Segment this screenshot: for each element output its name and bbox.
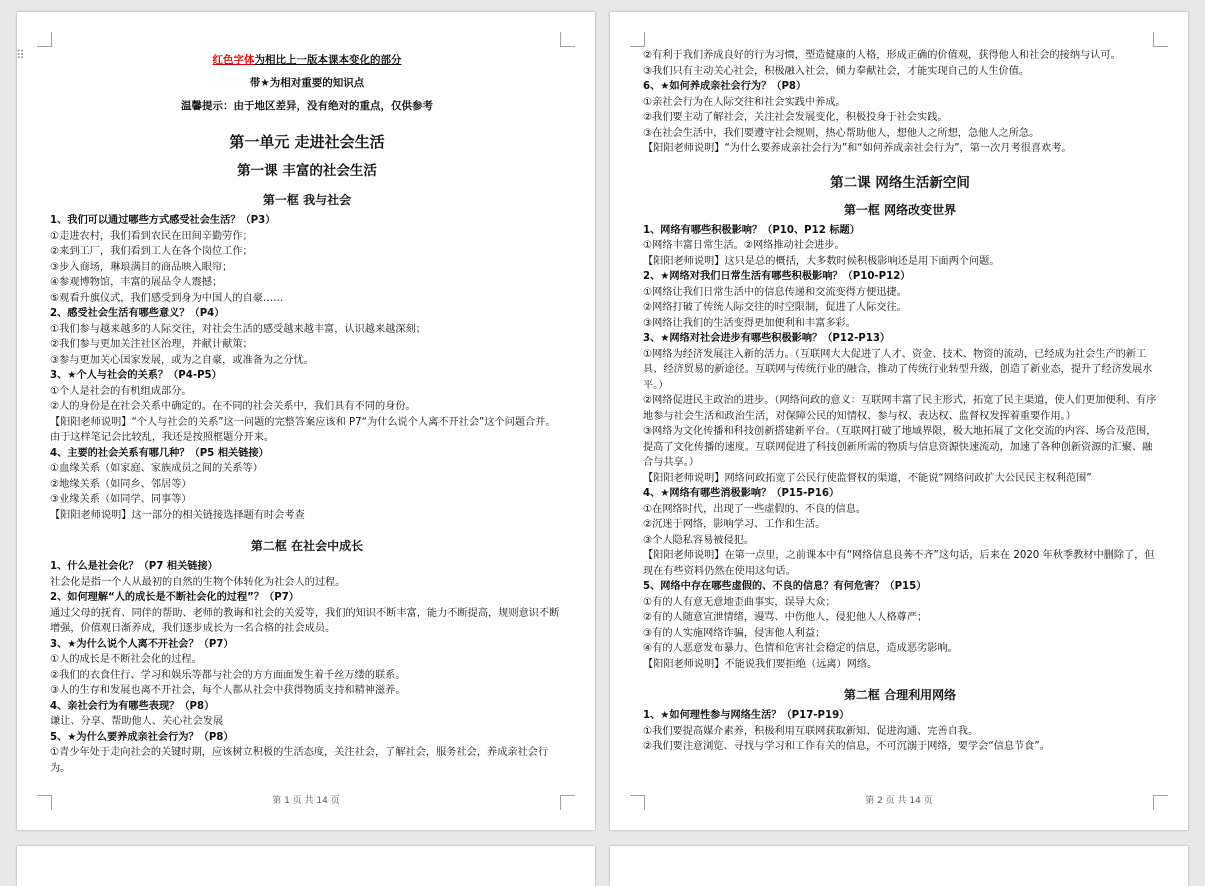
section-title: 第二框 合理利用网络 bbox=[843, 688, 957, 702]
notice-line-3: 温馨提示：由于地区差异，没有绝对的重点，仅供参考 bbox=[181, 100, 433, 112]
text-line: ②人的身份是在社会关系中确定的。在不同的社会关系中，我们具有不同的身份。 bbox=[50, 401, 416, 412]
question-heading: 3、★网络对社会进步有哪些积极影响？（P12-P13） bbox=[643, 333, 891, 344]
text-line: ①在网络时代，出现了一些虚假的、不良的信息。 bbox=[643, 503, 867, 515]
text-line: ③业缘关系（如同学、同事等） bbox=[50, 494, 192, 505]
question-heading: 1、网络有哪些积极影响？（P10、P12 标题） bbox=[643, 224, 860, 236]
text-line: ①血缘关系（如家庭、家族成员之间的关系等） bbox=[50, 463, 263, 474]
section-body bbox=[643, 708, 1157, 755]
section-title: 第一框 我与社会 bbox=[262, 193, 352, 207]
text-line: ③有的人实施网络诈骗，侵害他人利益； bbox=[643, 627, 826, 639]
text-line: ③人的生存和发展也离不开社会，每个人都从社会中获得物质支持和精神滋养。 bbox=[50, 685, 406, 696]
text-line: 【阳阳老师说明】这一部分的相关链接选择题有时会考查 bbox=[50, 509, 305, 521]
text-line: ④参观博物馆，丰富的展品令人震撼； bbox=[50, 277, 223, 288]
text-line: ①个人是社会的有机组成部分。 bbox=[50, 385, 192, 397]
text-line: ①网络丰富日常生活。②网络推动社会进步。 bbox=[643, 240, 845, 251]
question-heading: 3、★为什么说个人离不开社会？（P7） bbox=[50, 638, 234, 650]
text-line: ③在社会生活中，我们要遵守社会规则，热心帮助他人，想他人之所想，急他人之所急。 bbox=[643, 127, 1040, 139]
text-line: ①网络为经济发展注入新的活力。（互联网大大促进了人才、资金、技术、物资的流动，已经成为社会生产的新工具、经济贸易的新途径。互联网与传统行业的融合，推动了传统行业转型升级，创造了新业态，提升了经济发展水平。） bbox=[643, 348, 1153, 391]
unit-title: 第一单元 走进社会生活 bbox=[229, 133, 385, 151]
text-line: 【阳阳老师说明】“为什么要养成亲社会行为”和“如何养成亲社会行为”，第一次月考很喜欢考。 bbox=[643, 143, 1072, 154]
text-line: 【阳阳老师说明】这只是总的概括，大多数时候积极影响还是用下面两个问题。 bbox=[643, 255, 1000, 267]
section-body bbox=[50, 559, 564, 776]
question-heading: 1、什么是社会化？（P7 相关链接） bbox=[50, 561, 218, 572]
text-line: ①亲社会行为在人际交往和社会实践中养成。 bbox=[643, 96, 846, 108]
text-line: 谦让、分享、帮助他人、关心社会发展 bbox=[50, 716, 224, 727]
notice-text: 为相比上一版本课本变化的部分 bbox=[254, 54, 402, 66]
text-line: ③个人隐私容易被侵犯。 bbox=[643, 534, 755, 546]
text-line: 通过父母的抚育、同伴的帮助、老师的教诲和社会的关爱等，我们的知识不断丰富，能力不断提高，规则意识不断增强，价值观日渐养成，我们逐步成长为一名合格的社会成员。 bbox=[50, 607, 560, 634]
drag-handle-icon[interactable]: ⠿ bbox=[16, 48, 26, 62]
document-page-3 bbox=[17, 846, 595, 886]
text-line: ②沉迷于网络，影响学习、工作和生活。 bbox=[643, 519, 826, 530]
text-line: ②我们要主动了解社会，关注社会发展变化，积极投身于社会实践。 bbox=[643, 112, 948, 123]
lesson-title: 第一课 丰富的社会生活 bbox=[237, 163, 377, 179]
text-line: ②有利于我们养成良好的行为习惯，塑造健康的人格，形成正确的价值观，获得他人和社会的接纳与认可。 bbox=[643, 50, 1121, 61]
question-heading: 3、★个人与社会的关系？（P4-P5） bbox=[50, 370, 222, 381]
page-1-content bbox=[50, 49, 564, 776]
text-line: ①我们参与越来越多的人际交往，对社会生活的感受越来越丰富，认识越来越深刻； bbox=[50, 323, 426, 335]
text-line: 【阳阳老师说明】在第一点里，之前课本中有“网络信息良莠不齐”这句话，后来在 2020 年秋季教材中删除了，但现在有些资料仍然在使用这句话。 bbox=[643, 550, 1155, 577]
question-heading: 1、我们可以通过哪些方式感受社会生活？（P3） bbox=[50, 215, 276, 226]
text-line: 【阳阳老师说明】“个人与社会的关系”这一问题的完整答案应该和 P7“为什么说个人离不开社会”这个问题合并。由于这样笔记会比较乱，我还是按照框题分开来。 bbox=[50, 416, 556, 443]
text-line: 社会化是指一个人从最初的自然的生物个体转化为社会人的过程。 bbox=[50, 576, 346, 588]
text-line: ①有的人有意无意地歪曲事实，误导大众； bbox=[643, 596, 836, 608]
red-text-label: 红色字体 bbox=[212, 54, 255, 66]
text-line: ③网络让我们的生活变得更加便利和丰富多彩。 bbox=[643, 317, 856, 329]
section-body bbox=[643, 223, 1157, 673]
crop-mark bbox=[560, 32, 575, 47]
question-heading: 1、★如何理性参与网络生活？（P17-P19） bbox=[643, 710, 850, 721]
document-page-4 bbox=[610, 846, 1188, 886]
text-line: ③我们只有主动关心社会，积极融入社会，倾力奉献社会，才能实现自己的人生价值。 bbox=[643, 65, 1030, 77]
text-line: ②我们要注意浏览、寻找与学习和工作有关的信息，不可沉溺于网络，要学会“信息节食”。 bbox=[643, 741, 1050, 752]
document-page-2 bbox=[610, 12, 1188, 830]
text-line: ①网络让我们日常生活中的信息传递和交流变得方便迅捷。 bbox=[643, 286, 907, 298]
question-heading: 2、★网络对我们日常生活有哪些积极影响？（P10-P12） bbox=[643, 271, 911, 282]
section-body bbox=[50, 213, 564, 523]
section-title: 第一框 网络改变世界 bbox=[843, 202, 957, 217]
question-heading: 5、网络中存在哪些虚假的、不良的信息？有何危害？（P15） bbox=[643, 581, 927, 592]
page-2-content bbox=[643, 48, 1157, 755]
text-line: ②有的人随意宣泄情绪，谩骂、中伤他人，侵犯他人人格尊严； bbox=[643, 612, 928, 623]
question-heading: 2、感受社会生活有哪些意义？（P4） bbox=[50, 308, 225, 319]
crop-mark bbox=[630, 32, 645, 47]
text-line: ①人的成长是不断社会化的过程。 bbox=[50, 654, 202, 665]
lesson-title: 第二课 网络生活新空间 bbox=[830, 174, 970, 191]
text-line: ①青少年处于走向社会的关键时期，应该树立积极的生活态度，关注社会，了解社会，服务社会，养成亲社会行为。 bbox=[50, 747, 549, 774]
crop-mark bbox=[37, 32, 52, 47]
text-line: ①走进农村，我们看到农民在田间辛勤劳作； bbox=[50, 230, 253, 242]
notice-line-1 bbox=[50, 51, 564, 69]
text-line: ②我们的衣食住行、学习和娱乐等都与社会的方方面面发生着千丝万缕的联系。 bbox=[50, 669, 406, 681]
text-line: ②来到工厂，我们看到工人在各个岗位工作； bbox=[50, 246, 253, 257]
question-heading: 4、亲社会行为有哪些表现？（P8） bbox=[50, 700, 215, 712]
notice-line-2: 带★为相对重要的知识点 bbox=[249, 77, 365, 89]
text-line: ③网络为文化传播和科技创新搭建新平台。（互联网打破了地域界限，极大地拓展了文化交流的内容、场合及范围，提高了文化传播的速度。互联网促进了科技创新所需的物质与信息资源快速流动，加速了各种创新资源的汇聚、融合与共享。） bbox=[643, 426, 1157, 468]
text-line: ⑤观看升旗仪式，我们感受到身为中国人的自豪…… bbox=[50, 292, 284, 304]
page-footer: 第 1 页 共 14 页 bbox=[272, 796, 340, 806]
text-line: ②地缘关系（如同乡、邻居等） bbox=[50, 478, 192, 490]
text-line: 【阳阳老师说明】网络问政拓宽了公民行使监督权的渠道，不能说“网络问政扩大公民民主权利范围” bbox=[643, 472, 1092, 484]
question-heading: 4、主要的社会关系有哪几种？（P5 相关链接） bbox=[50, 447, 269, 459]
text-line: ④有的人恶意发布暴力、色情和危害社会稳定的信息，造成恶劣影响。 bbox=[643, 643, 958, 654]
text-line: 【阳阳老师说明】不能说我们要拒绝（远离）网络。 bbox=[643, 658, 878, 670]
crop-mark bbox=[1153, 32, 1168, 47]
text-line: ③参与更加关心国家发展，或为之自豪，或准备为之分忧。 bbox=[50, 354, 314, 366]
text-line: ①我们要提高媒介素养，积极利用互联网获取新知、促进沟通、完善自我。 bbox=[643, 725, 979, 737]
document-page-1 bbox=[17, 12, 595, 830]
section-title: 第二框 在社会中成长 bbox=[250, 539, 364, 553]
question-heading: 2、如何理解“人的成长是不断社会化的过程”？（P7） bbox=[50, 592, 299, 603]
page-footer: 第 2 页 共 14 页 bbox=[865, 796, 933, 806]
text-line: ②网络打破了传统人际交往的时空限制，促进了人际交往。 bbox=[643, 302, 907, 313]
text-line: ③步入商场，琳琅满目的商品映入眼帘； bbox=[50, 261, 233, 273]
question-heading: 5、★为什么要养成亲社会行为？（P8） bbox=[50, 731, 234, 743]
text-line: ②网络促进民主政治的进步。（网络问政的意义：互联网丰富了民主形式，拓宽了民主渠道，使人们更加便利、有序地参与社会生活和政治生活，对保障公民的知情权、参与权、表达权、监督权发挥着重要作用。） bbox=[643, 395, 1157, 422]
section-body bbox=[643, 48, 1157, 157]
question-heading: 6、★如何养成亲社会行为？（P8） bbox=[643, 81, 807, 92]
question-heading: 4、★网络有哪些消极影响？（P15-P16） bbox=[643, 488, 840, 499]
text-line: ②我们参与更加关注社区治理，并献计献策； bbox=[50, 339, 253, 350]
